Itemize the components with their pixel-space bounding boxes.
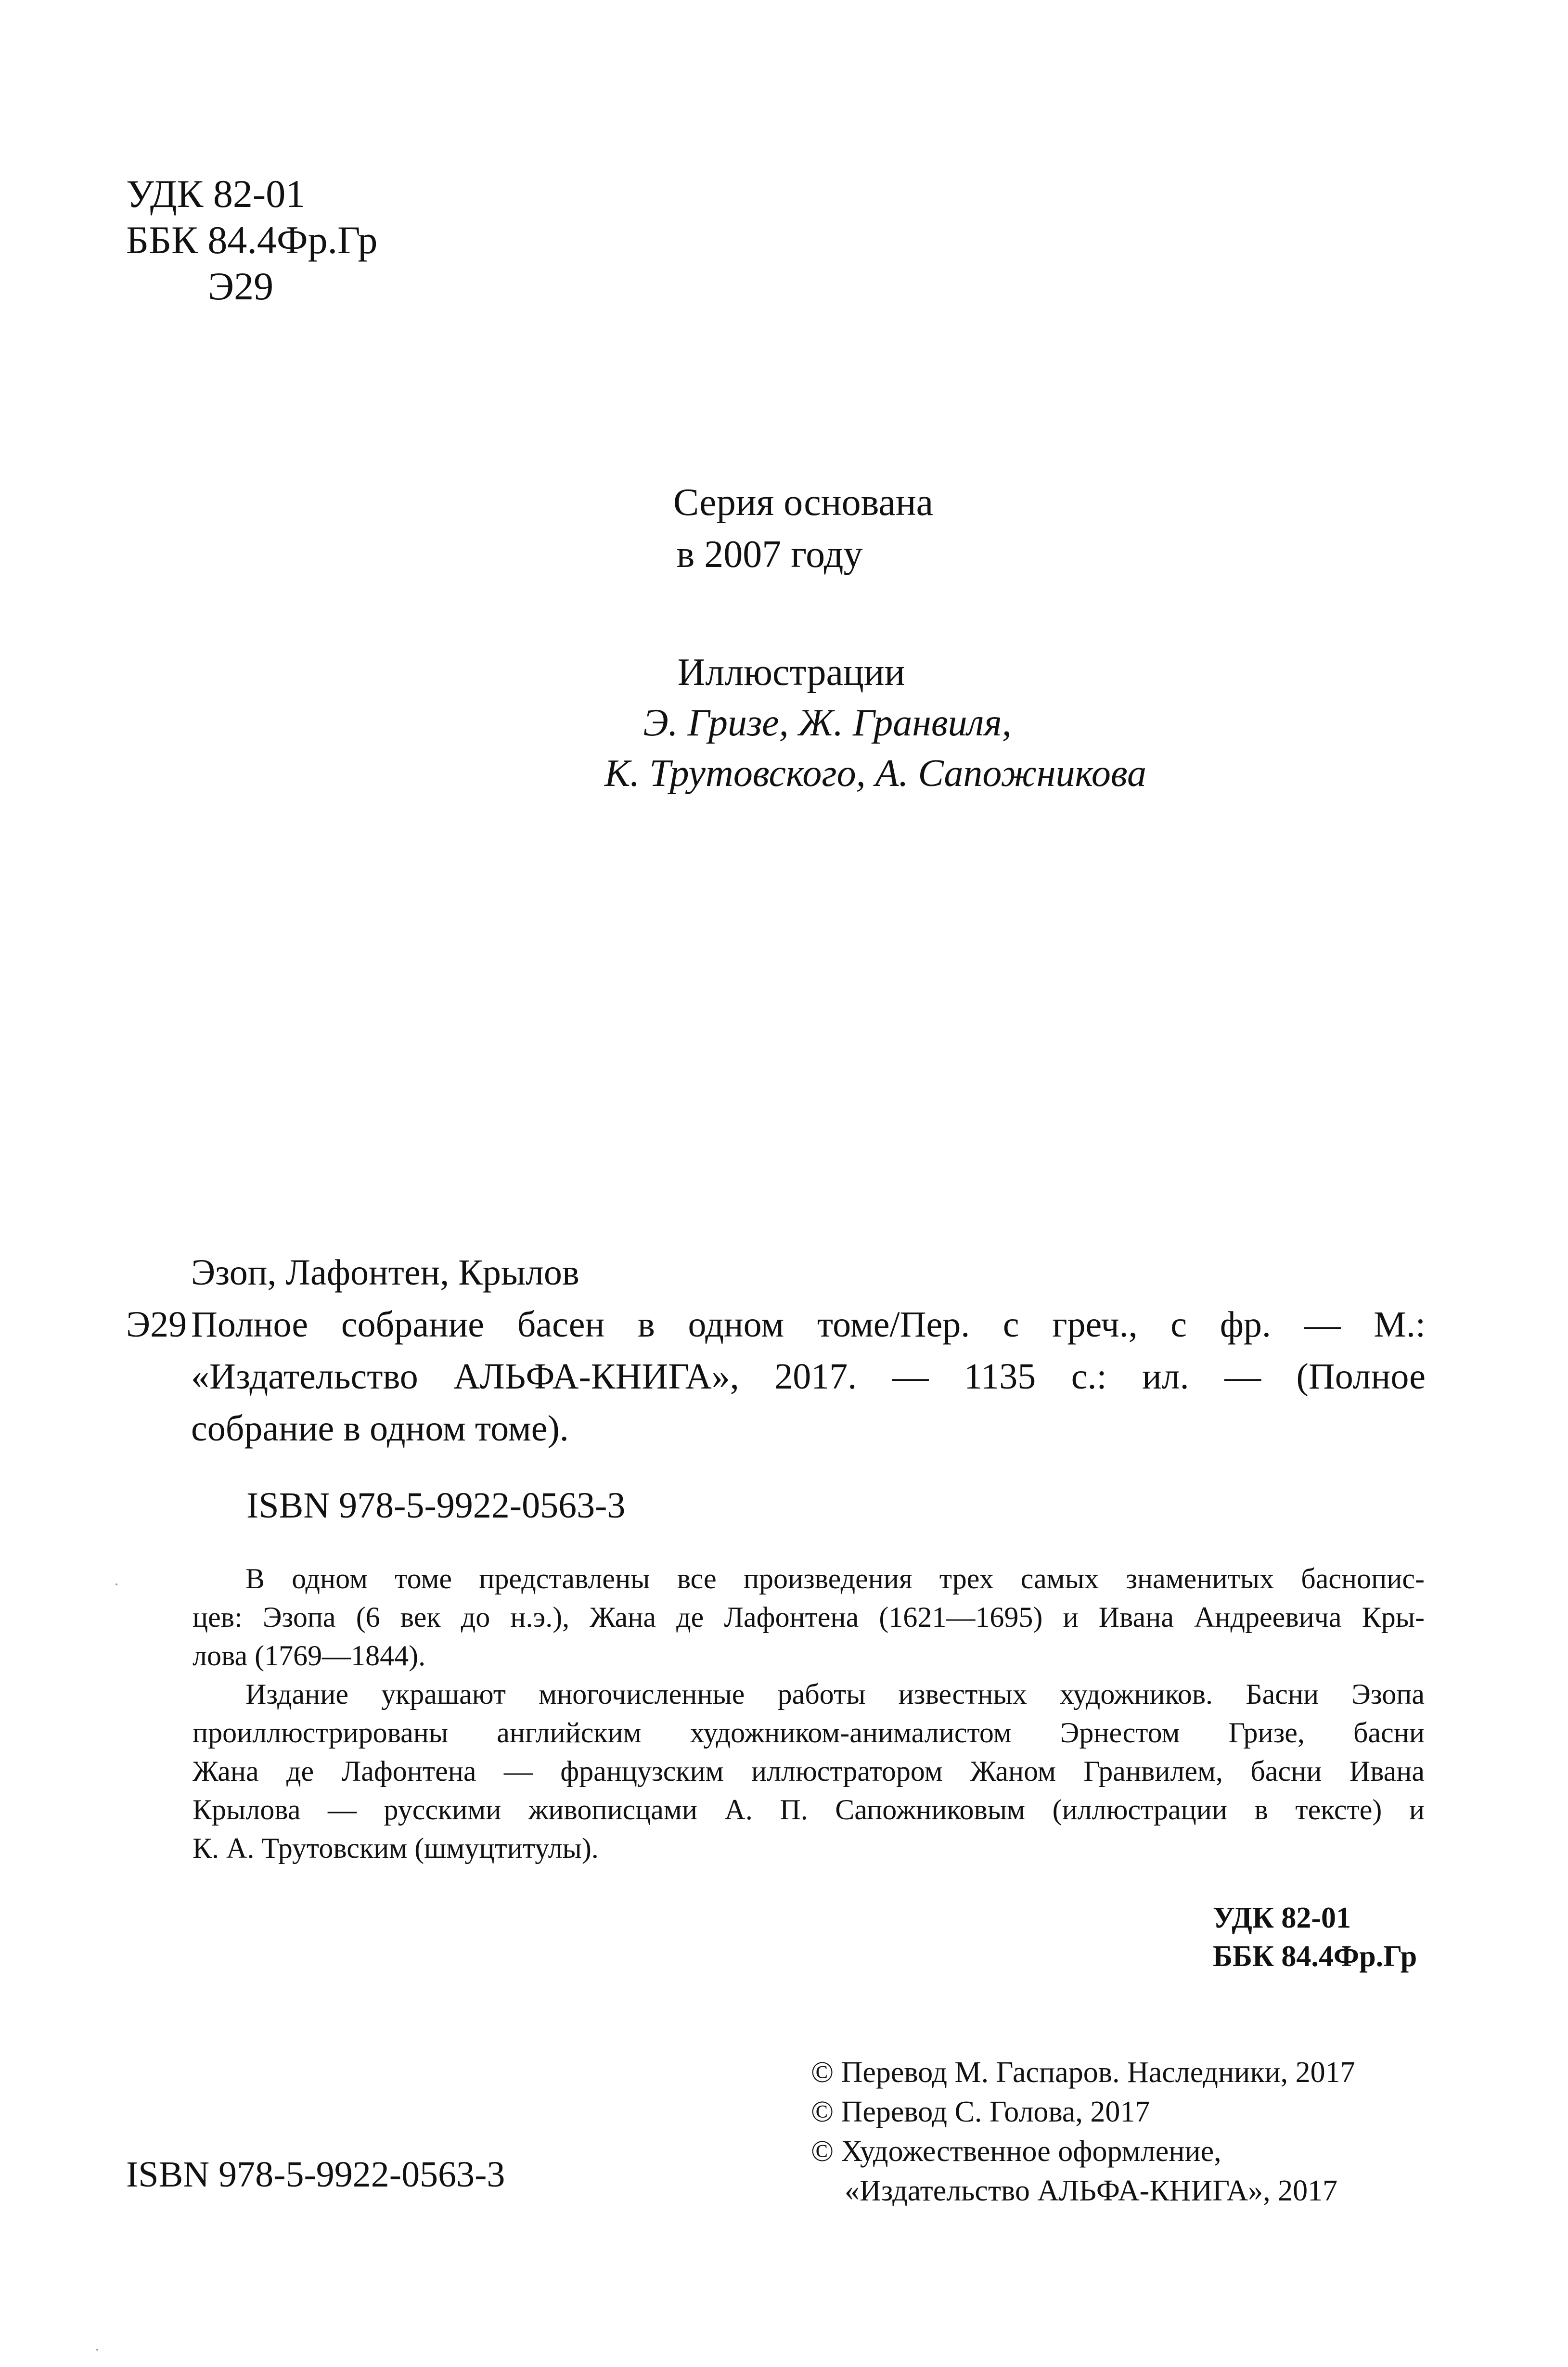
annotation-p2-line-3: Жана де Лафонтена — французским иллюстратором Жаном Гранвилем, басни Ивана xyxy=(193,1755,1425,1787)
illustrators-line-2: К. Трутовского, А. Сапожникова xyxy=(604,752,1147,795)
bbk-code: ББК 84.4Фр.Гр xyxy=(126,218,378,262)
annotation-p2-line-1: Издание украшают многочисленные работы известных художников. Басни Эзопа xyxy=(245,1678,1425,1710)
biblio-line-2: «Издательство АЛЬФА-КНИГА», 2017. — 1135 с.: ил. — (Полное xyxy=(191,1356,1426,1397)
biblio-authors: Эзоп, Лафонтен, Крылов xyxy=(191,1252,579,1293)
annotation-p2-line-5: К. А. Трутовским (шмуцтитулы). xyxy=(193,1832,599,1864)
annotation-p1-line-1: В одном томе представлены все произведения трех самых знаменитых баснопис- xyxy=(245,1563,1425,1595)
biblio-line-1: Полное собрание басен в одном томе/Пер. с греч., с фр. — М.: xyxy=(191,1304,1426,1345)
annotation-paragraph-1 xyxy=(193,1559,1425,1675)
biblio-code: Э29 xyxy=(126,1304,187,1345)
annotation-p1-line-2: цев: Эзопа (6 век до н.э.), Жана де Лафонтена (1621—1695) и Ивана Андреевича Кры- xyxy=(193,1601,1425,1633)
bibliographic-entry xyxy=(126,1247,1426,1454)
scan-speck xyxy=(116,1583,117,1585)
illustrations-heading: Иллюстрации xyxy=(677,651,905,694)
illustrators-line-1: Э. Гризе, Ж. Гранвиля, xyxy=(643,702,1012,744)
scan-speck xyxy=(96,2349,98,2351)
udk-code-bottom: УДК 82-01 xyxy=(1213,1902,1351,1934)
biblio-line-3: собрание в одном томе). xyxy=(191,1408,569,1449)
annotation-p1-line-3: лова (1769—1844). xyxy=(193,1640,426,1672)
isbn-bottom: ISBN 978-5-9922-0563-3 xyxy=(126,2154,505,2195)
author-mark: Э29 xyxy=(208,264,274,308)
series-line-1: Серия основана xyxy=(673,481,934,524)
copyright-line-2: © Перевод С. Голова, 2017 xyxy=(811,2096,1150,2128)
copyright-line-4: «Издательство АЛЬФА-КНИГА», 2017 xyxy=(845,2174,1338,2207)
series-line-2: в 2007 году xyxy=(676,533,863,576)
series-note xyxy=(0,476,1568,580)
bbk-code-bottom: ББК 84.4Фр.Гр xyxy=(1213,1940,1417,1973)
classification-codes-bottom xyxy=(1213,1899,1417,1976)
annotation-p2-line-4: Крылова — русскими живописцами А. П. Сапожниковым (иллюстрации в тексте) и xyxy=(193,1794,1425,1826)
illustrations-credit xyxy=(0,647,1568,799)
annotation xyxy=(193,1559,1425,1867)
annotation-p2-line-2: проиллюстрированы английским художником-анималистом Эрнестом Гризе, басни xyxy=(193,1717,1425,1749)
classification-codes-top xyxy=(126,171,377,309)
copyright-line-3: © Художественное оформление, xyxy=(811,2135,1221,2168)
annotation-paragraph-2 xyxy=(193,1675,1425,1867)
isbn-main: ISBN 978-5-9922-0563-3 xyxy=(246,1485,626,1526)
copyright-line-1: © Перевод М. Гаспаров. Наследники, 2017 xyxy=(811,2056,1355,2089)
biblio-title-row xyxy=(126,1299,1426,1351)
udk-code: УДК 82-01 xyxy=(126,172,306,216)
copyright-block xyxy=(811,2053,1355,2211)
